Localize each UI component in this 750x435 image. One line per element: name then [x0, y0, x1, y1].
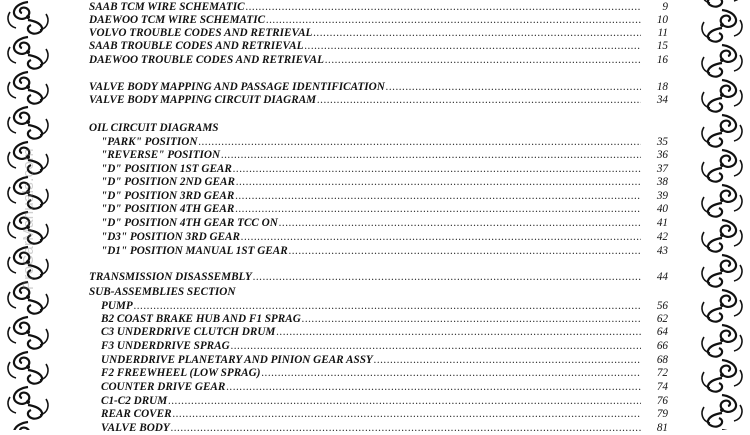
toc-page-number: 9	[662, 1, 668, 13]
toc-entry[interactable]	[89, 162, 668, 176]
toc-entry-title: "D" POSITION 2ND GEAR	[101, 176, 235, 188]
toc-entry[interactable]	[89, 148, 668, 162]
toc-entry-title: C1-C2 DRUM	[101, 395, 168, 407]
toc-leader-dots	[289, 244, 641, 258]
toc-page-number: 34	[656, 94, 668, 106]
toc-entry[interactable]	[89, 53, 668, 67]
toc-leader-dots	[253, 270, 641, 284]
toc-page-number: 37	[656, 163, 668, 175]
toc-page-number: 72	[656, 367, 668, 379]
toc-page-number: 40	[656, 203, 668, 215]
toc-entry-title: COUNTER DRIVE GEAR	[101, 381, 226, 393]
toc-page-number: 18	[656, 81, 668, 93]
toc-page-number: 74	[656, 381, 668, 393]
toc-entry[interactable]	[89, 244, 668, 258]
toc-page-number: 38	[656, 176, 668, 188]
toc-entry[interactable]	[89, 189, 668, 203]
toc-leader-dots	[279, 216, 641, 230]
toc-leader-dots	[235, 189, 641, 203]
toc-entry-title: "D" POSITION 4TH GEAR TCC ON	[101, 217, 278, 229]
toc-entry-title: "D3" POSITION 3RD GEAR	[101, 231, 240, 243]
toc-page-number: 35	[656, 136, 668, 148]
toc-entry-title: "D" POSITION 3RD GEAR	[101, 190, 235, 202]
toc-entry[interactable]	[89, 325, 668, 339]
toc-entry[interactable]	[89, 421, 668, 435]
toc-page-number: 79	[656, 408, 668, 420]
toc-entry-title: "PARK" POSITION	[101, 136, 198, 148]
toc-entry-title: F2 FREEWHEEL (LOW SPRAG)	[101, 367, 261, 379]
toc-page-number: 62	[656, 313, 668, 325]
toc-page-number: 41	[656, 217, 668, 229]
toc-leader-dots	[198, 135, 641, 149]
toc-page-number: 66	[656, 340, 668, 352]
toc-entry-title: VALVE BODY MAPPING AND PASSAGE IDENTIFICATION	[89, 81, 385, 93]
toc-entry[interactable]	[89, 202, 668, 216]
toc-entry[interactable]	[89, 175, 668, 189]
toc-entry[interactable]	[89, 353, 668, 367]
toc-entry-title: VOLVO TROUBLE CODES AND RETRIEVAL	[89, 27, 313, 39]
toc-leader-dots	[221, 148, 641, 162]
toc-leader-dots	[374, 353, 641, 367]
toc-entry-title: "D" POSITION 1ST GEAR	[101, 163, 232, 175]
toc-entry[interactable]	[89, 394, 668, 408]
toc-leader-dots	[246, 0, 641, 14]
toc-page-number: 42	[656, 231, 668, 243]
toc-entry[interactable]	[89, 299, 668, 313]
toc-leader-dots	[233, 162, 641, 176]
toc-entry[interactable]	[89, 270, 668, 284]
toc-entry[interactable]	[89, 216, 668, 230]
toc-entry[interactable]	[89, 380, 668, 394]
toc-entry-title: SAAB TROUBLE CODES AND RETRIEVAL	[89, 40, 304, 52]
toc-leader-dots	[386, 80, 641, 94]
toc-leader-dots	[231, 339, 641, 353]
toc-leader-dots	[235, 202, 641, 216]
toc-leader-dots	[261, 366, 641, 380]
toc-page-number: 36	[656, 149, 668, 161]
toc-leader-dots	[266, 13, 641, 27]
toc-entry-title: SUB-ASSEMBLIES SECTION	[89, 286, 236, 298]
toc-page-number: 15	[656, 40, 668, 52]
toc-page-number: 44	[656, 271, 668, 283]
toc-entry-title: SAAB TCM WIRE SCHEMATIC	[89, 1, 245, 13]
toc-entry-title: B2 COAST BRAKE HUB AND F1 SPRAG	[101, 313, 301, 325]
toc-entry-title: "D1" POSITION MANUAL 1ST GEAR	[101, 245, 288, 257]
toc-leader-dots	[276, 325, 641, 339]
toc-entry-title: UNDERDRIVE PLANETARY AND PINION GEAR ASSY	[101, 354, 373, 366]
toc-leader-dots	[168, 394, 641, 408]
toc-leader-dots	[173, 407, 641, 421]
toc-entry[interactable]	[89, 13, 668, 27]
toc-page-number: 68	[656, 354, 668, 366]
toc-page-number: 11	[657, 27, 668, 39]
toc-leader-dots	[304, 39, 641, 53]
toc-entry-title: F3 UNDERDRIVE SPRAG	[101, 340, 230, 352]
toc-entry[interactable]	[89, 230, 668, 244]
toc-page-number: 10	[656, 14, 668, 26]
toc-leader-dots	[302, 312, 641, 326]
toc-entry[interactable]	[89, 407, 668, 421]
toc-page-number: 43	[656, 245, 668, 257]
toc-leader-dots	[313, 26, 641, 40]
toc-leader-dots	[134, 299, 641, 313]
toc-entry-title: "D" POSITION 4TH GEAR	[101, 203, 235, 215]
toc-page-number: 16	[656, 54, 668, 66]
toc-entry[interactable]	[89, 366, 668, 380]
toc-leader-dots	[236, 175, 641, 189]
toc-entry-title: VALVE BODY MAPPING CIRCUIT DIAGRAM	[89, 94, 317, 106]
toc-leader-dots	[171, 421, 641, 435]
toc-section-heading	[89, 121, 668, 135]
toc-entry-title: PUMP	[101, 300, 133, 312]
toc-entry-title: C3 UNDERDRIVE CLUTCH DRUM	[101, 326, 276, 338]
toc-page-number: 39	[656, 190, 668, 202]
toc-leader-dots	[325, 53, 641, 67]
toc-entry-title: REAR COVER	[101, 408, 172, 420]
toc-entry[interactable]	[89, 80, 668, 94]
toc-entry[interactable]	[89, 339, 668, 353]
decorative-border-right	[694, 0, 750, 430]
toc-page-number: 81	[656, 422, 668, 434]
toc-entry-title: DAEWOO TCM WIRE SCHEMATIC	[89, 14, 266, 26]
toc-leader-dots	[317, 93, 641, 107]
toc-entry[interactable]	[89, 26, 668, 40]
watermark-text: ProCarManuals.com	[20, 148, 37, 290]
toc-entry-title: "REVERSE" POSITION	[101, 149, 221, 161]
toc-entry-title: TRANSMISSION DISASSEMBLY	[89, 271, 252, 283]
toc-entry-title: OIL CIRCUIT DIAGRAMS	[89, 122, 219, 134]
toc-leader-dots	[241, 230, 641, 244]
toc-page-number: 64	[656, 326, 668, 338]
toc-entry-title: VALVE BODY	[101, 422, 170, 434]
toc-page-number: 76	[656, 395, 668, 407]
toc-section-heading	[89, 285, 668, 299]
toc-entry[interactable]	[89, 0, 668, 14]
toc-entry-title: DAEWOO TROUBLE CODES AND RETRIEVAL	[89, 54, 324, 66]
toc-entry[interactable]	[89, 39, 668, 53]
toc-entry[interactable]	[89, 93, 668, 107]
toc-entry[interactable]	[89, 135, 668, 149]
scroll-ornament-icon	[694, 0, 750, 430]
toc-entry[interactable]	[89, 312, 668, 326]
toc-page-number: 56	[656, 300, 668, 312]
toc-leader-dots	[226, 380, 641, 394]
